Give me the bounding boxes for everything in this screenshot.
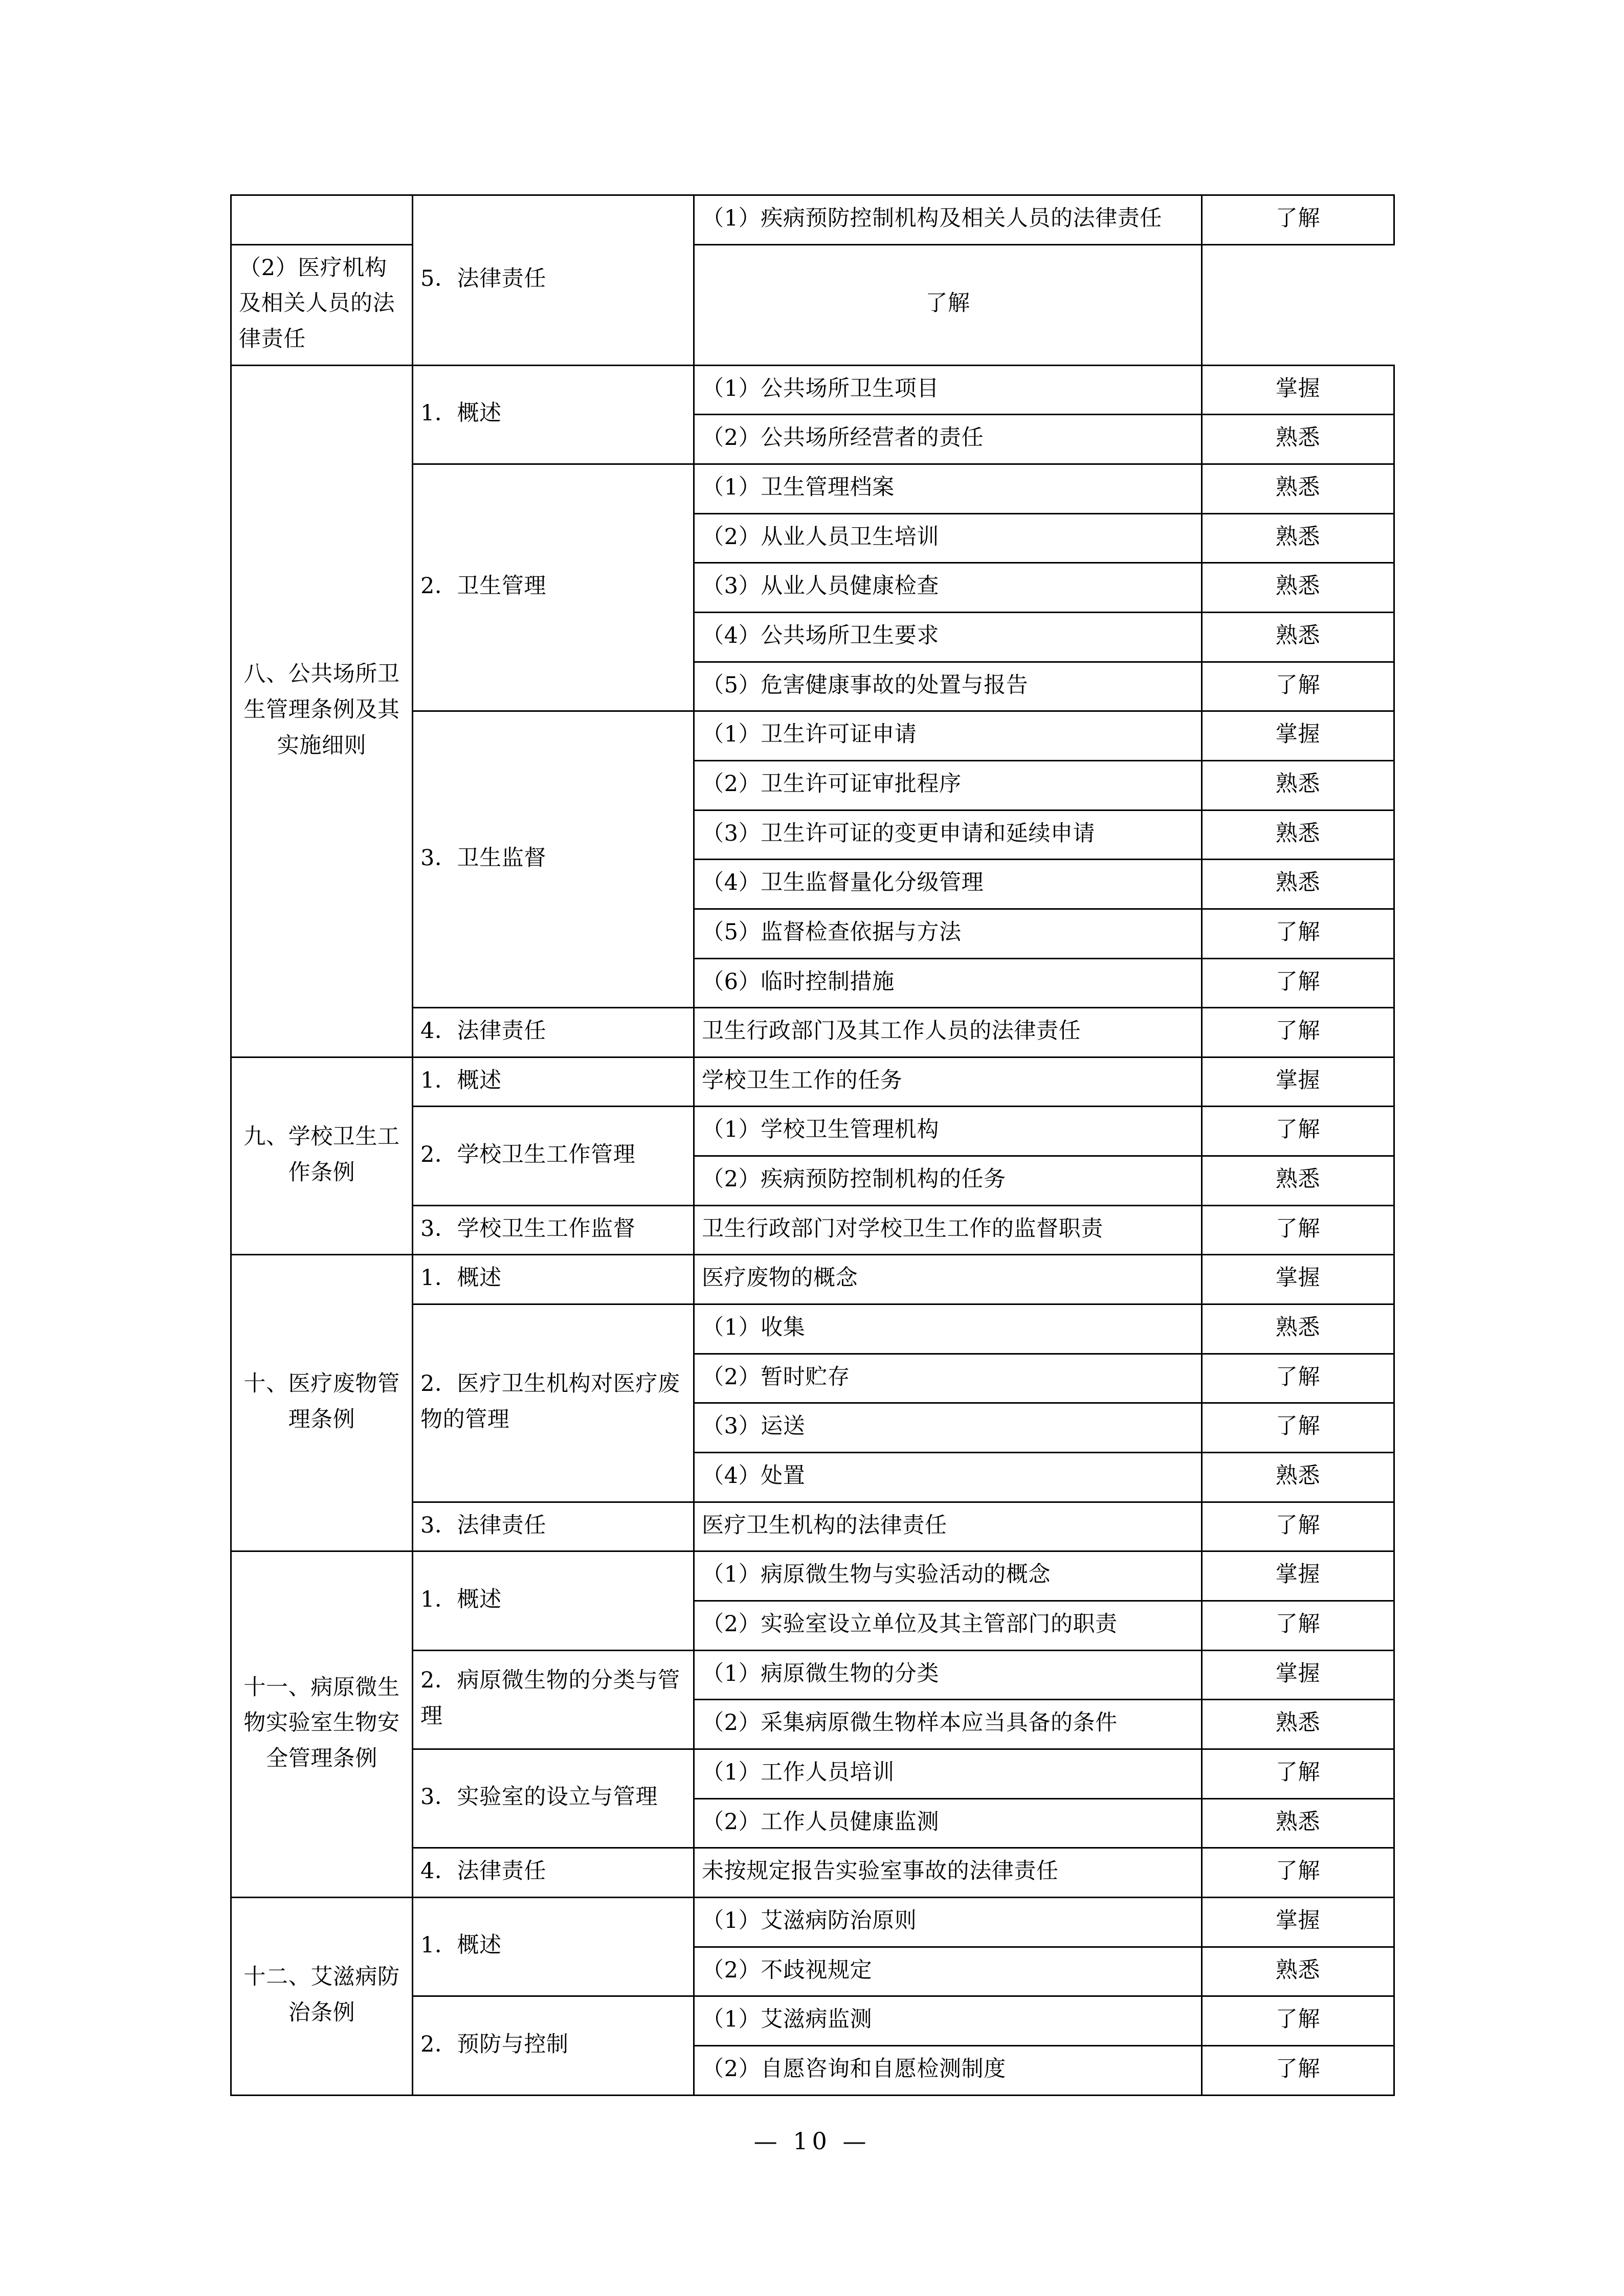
item-cell: （4）处置: [694, 1453, 1202, 1502]
requirement-level-cell: 了解: [1202, 1205, 1394, 1255]
topic-cell: 1．概述: [413, 1255, 694, 1304]
requirement-level-cell: 了解: [1202, 1354, 1394, 1403]
item-cell: （2）自愿咨询和自愿检测制度: [694, 2045, 1202, 2095]
requirement-level-cell: 熟悉: [1202, 1947, 1394, 1996]
item-cell: （1）收集: [694, 1304, 1202, 1354]
topic-cell: 5．法律责任: [413, 195, 694, 366]
requirement-level-cell: 熟悉: [1202, 810, 1394, 860]
requirement-level-cell: 掌握: [1202, 1551, 1394, 1601]
item-cell: （1）艾滋病监测: [694, 1996, 1202, 2046]
item-cell: （5）危害健康事故的处置与报告: [694, 662, 1202, 711]
item-cell: 医疗卫生机构的法律责任: [694, 1502, 1202, 1551]
requirement-level-cell: 熟悉: [1202, 1453, 1394, 1502]
item-cell: （2）公共场所经营者的责任: [694, 415, 1202, 464]
topic-cell: 1．概述: [413, 1057, 694, 1107]
item-cell: （1）病原微生物的分类: [694, 1650, 1202, 1700]
requirement-level-cell: 了解: [1202, 662, 1394, 711]
requirement-level-cell: 熟悉: [1202, 760, 1394, 810]
item-cell: （1）卫生管理档案: [694, 464, 1202, 513]
syllabus-table: [230, 194, 1395, 2096]
requirement-level-cell: 了解: [1202, 1848, 1394, 1898]
requirement-level-cell: 熟悉: [1202, 612, 1394, 662]
item-cell: （4）卫生监督量化分级管理: [694, 860, 1202, 909]
table-row: [231, 1551, 1394, 1601]
requirement-level-cell: 熟悉: [1202, 860, 1394, 909]
chapter-cell: [231, 195, 413, 245]
requirement-level-cell: 熟悉: [1202, 563, 1394, 613]
table-row: [231, 1057, 1394, 1107]
requirement-level-cell: 掌握: [1202, 711, 1394, 761]
requirement-level-cell: 熟悉: [1202, 415, 1394, 464]
topic-cell: 4．法律责任: [413, 1008, 694, 1057]
item-cell: 未按规定报告实验室事故的法律责任: [694, 1848, 1202, 1898]
requirement-level-cell: 熟悉: [1202, 464, 1394, 513]
table-row: [231, 195, 1394, 245]
requirement-level-cell: 了解: [1202, 1502, 1394, 1551]
requirement-level-cell: 了解: [1202, 1403, 1394, 1453]
item-cell: （6）临时控制措施: [694, 958, 1202, 1008]
topic-cell: 1．概述: [413, 1551, 694, 1650]
requirement-level-cell: 了解: [1202, 1996, 1394, 2046]
topic-cell: 2．卫生管理: [413, 464, 694, 711]
topic-cell: 1．概述: [413, 1897, 694, 1996]
requirement-level-cell: 掌握: [1202, 1255, 1394, 1304]
item-cell: （1）疾病预防控制机构及相关人员的法律责任: [694, 195, 1202, 245]
item-cell: 医疗废物的概念: [694, 1255, 1202, 1304]
requirement-level-cell: 了解: [1202, 1749, 1394, 1799]
chapter-cell: 十、医疗废物管理条例: [231, 1255, 413, 1551]
topic-cell: 3．法律责任: [413, 1502, 694, 1551]
requirement-level-cell: 熟悉: [1202, 1798, 1394, 1848]
item-cell: （1）卫生许可证申请: [694, 711, 1202, 761]
requirement-level-cell: 熟悉: [1202, 1304, 1394, 1354]
item-cell: （3）运送: [694, 1403, 1202, 1453]
table-row: [231, 365, 1394, 415]
page-footer: — 10 —: [753, 2127, 871, 2155]
chapter-cell: 八、公共场所卫生管理条例及其实施细则: [231, 365, 413, 1057]
item-cell: （3）从业人员健康检查: [694, 563, 1202, 613]
item-cell: （2）实验室设立单位及其主管部门的职责: [694, 1601, 1202, 1651]
item-cell: （2）疾病预防控制机构的任务: [694, 1156, 1202, 1206]
requirement-level-cell: 掌握: [1202, 1057, 1394, 1107]
item-cell: （1）病原微生物与实验活动的概念: [694, 1551, 1202, 1601]
item-cell: （1）学校卫生管理机构: [694, 1107, 1202, 1156]
requirement-level-cell: 了解: [694, 244, 1202, 365]
item-cell: （2）采集病原微生物样本应当具备的条件: [694, 1700, 1202, 1749]
requirement-level-cell: 掌握: [1202, 1897, 1394, 1947]
item-cell: 学校卫生工作的任务: [694, 1057, 1202, 1107]
requirement-level-cell: 熟悉: [1202, 1700, 1394, 1749]
topic-cell: 4．法律责任: [413, 1848, 694, 1898]
item-cell: （2）医疗机构及相关人员的法律责任: [231, 244, 413, 365]
requirement-level-cell: 掌握: [1202, 1650, 1394, 1700]
requirement-level-cell: 熟悉: [1202, 1156, 1394, 1206]
topic-cell: 3．实验室的设立与管理: [413, 1749, 694, 1848]
item-cell: （3）卫生许可证的变更申请和延续申请: [694, 810, 1202, 860]
topic-cell: 3．学校卫生工作监督: [413, 1205, 694, 1255]
item-cell: （4）公共场所卫生要求: [694, 612, 1202, 662]
item-cell: （2）工作人员健康监测: [694, 1798, 1202, 1848]
topic-cell: 2．学校卫生工作管理: [413, 1107, 694, 1205]
requirement-level-cell: 掌握: [1202, 365, 1394, 415]
chapter-cell: 九、学校卫生工作条例: [231, 1057, 413, 1255]
topic-cell: 2．预防与控制: [413, 1996, 694, 2095]
item-cell: 卫生行政部门对学校卫生工作的监督职责: [694, 1205, 1202, 1255]
item-cell: （1）工作人员培训: [694, 1749, 1202, 1799]
item-cell: （2）从业人员卫生培训: [694, 513, 1202, 563]
requirement-level-cell: 了解: [1202, 909, 1394, 958]
requirement-level-cell: 了解: [1202, 958, 1394, 1008]
item-cell: （1）公共场所卫生项目: [694, 365, 1202, 415]
chapter-cell: 十一、病原微生物实验室生物安全管理条例: [231, 1551, 413, 1898]
item-cell: 卫生行政部门及其工作人员的法律责任: [694, 1008, 1202, 1057]
table-row: [231, 244, 1394, 365]
topic-cell: 2．病原微生物的分类与管理: [413, 1650, 694, 1749]
requirement-level-cell: 了解: [1202, 1601, 1394, 1651]
requirement-level-cell: 了解: [1202, 195, 1394, 245]
requirement-level-cell: 了解: [1202, 2045, 1394, 2095]
syllabus-table-container: [230, 194, 1393, 2096]
requirement-level-cell: 了解: [1202, 1107, 1394, 1156]
topic-cell: 3．卫生监督: [413, 711, 694, 1008]
table-row: [231, 1897, 1394, 1947]
item-cell: （2）不歧视规定: [694, 1947, 1202, 1996]
requirement-level-cell: 了解: [1202, 1008, 1394, 1057]
chapter-cell: 十二、艾滋病防治条例: [231, 1897, 413, 2095]
requirement-level-cell: 熟悉: [1202, 513, 1394, 563]
topic-cell: 2．医疗卫生机构对医疗废物的管理: [413, 1304, 694, 1502]
item-cell: （1）艾滋病防治原则: [694, 1897, 1202, 1947]
topic-cell: 1．概述: [413, 365, 694, 464]
item-cell: （5）监督检查依据与方法: [694, 909, 1202, 958]
item-cell: （2）暂时贮存: [694, 1354, 1202, 1403]
item-cell: （2）卫生许可证审批程序: [694, 760, 1202, 810]
table-row: [231, 1255, 1394, 1304]
